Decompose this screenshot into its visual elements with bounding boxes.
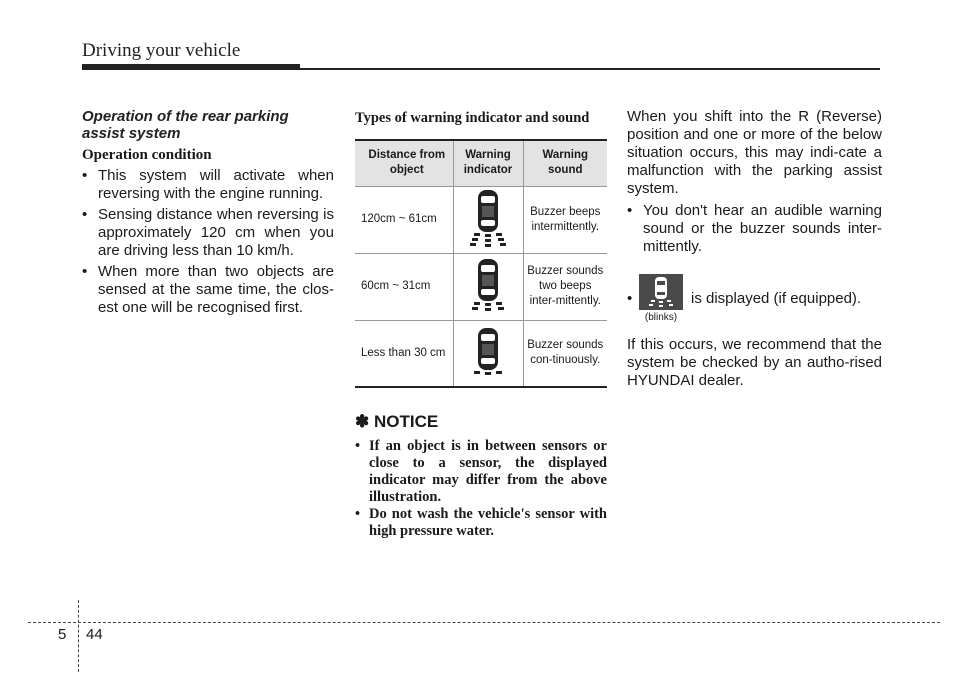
notice-list	[355, 438, 607, 540]
header-rule-thin	[300, 68, 880, 70]
blink-indicator	[639, 274, 683, 324]
sound-cell: Buzzer sounds two beeps inter-mittently.	[523, 253, 607, 320]
operation-condition-heading: Operation condition	[82, 147, 212, 163]
car-three-arc-icon	[468, 187, 508, 247]
page-header-title: Driving your vehicle	[82, 40, 241, 61]
column-operation	[82, 108, 334, 320]
condition-list	[82, 167, 334, 317]
header-rule-thick	[82, 64, 300, 70]
table-row	[355, 186, 607, 253]
indicator-bullet	[627, 274, 882, 324]
condition-item: • This system will activate when reversing with the engine running.	[82, 167, 334, 203]
malfunction-list	[627, 202, 882, 256]
table-row	[355, 320, 607, 387]
col-header-indicator: Warning indicator	[453, 140, 523, 186]
notice-item: • If an object is in between sensors or close to a sensor, the displayed indicator may differ from the above illustration.	[355, 438, 607, 506]
indicator-text: is displayed (if equipped).	[691, 290, 862, 307]
malfunction-intro: When you shift into the R (Reverse) position and one or more of the below situation occurs, this may indi-cate a malfunction with the parking assist system.	[627, 108, 882, 197]
distance-cell: Less than 30 cm	[355, 320, 453, 387]
car-two-arc-icon	[468, 256, 508, 312]
footer-divider	[78, 600, 79, 672]
condition-item: • When more than two objects are sensed at the same time, the clos-est one will be recognised first.	[82, 263, 334, 317]
dealer-recommendation: If this occurs, we recommend that the system be checked by an autho-rised HYUNDAI dealer.	[627, 336, 882, 389]
page-number: 44	[86, 626, 103, 643]
bullet-dot: •	[627, 290, 633, 307]
col-header-distance: Distance from object	[355, 140, 453, 186]
sound-cell: Buzzer beeps intermittently.	[523, 186, 607, 253]
malfunction-item: • You don't hear an audible warning sound or the buzzer sounds inter-mittently.	[627, 202, 882, 256]
column-malfunction	[627, 108, 882, 390]
col-header-sound: Warning sound	[523, 140, 607, 186]
footer-rule	[28, 622, 940, 623]
column-warning-types	[355, 110, 607, 540]
car-one-arc-icon	[468, 325, 508, 377]
notice-heading: ✽ NOTICE	[355, 412, 439, 431]
distance-cell: 60cm ~ 31cm	[355, 253, 453, 320]
blinks-caption: (blinks)	[644, 312, 678, 323]
table-row	[355, 253, 607, 320]
table-title: Types of warning indicator and sound	[355, 110, 590, 126]
warning-table	[355, 139, 607, 388]
distance-cell: 120cm ~ 61cm	[355, 186, 453, 253]
sound-cell: Buzzer sounds con-tinuously.	[523, 320, 607, 387]
notice-item: • Do not wash the vehicle's sensor with high pressure water.	[355, 506, 607, 540]
condition-item: • Sensing distance when reversing is approximately 120 cm when you are driving less than 10 km/h.	[82, 206, 334, 260]
parking-assist-icon	[646, 275, 676, 309]
section-number: 5	[58, 626, 67, 643]
section-heading: Operation of the rear parking assist system	[82, 108, 289, 142]
